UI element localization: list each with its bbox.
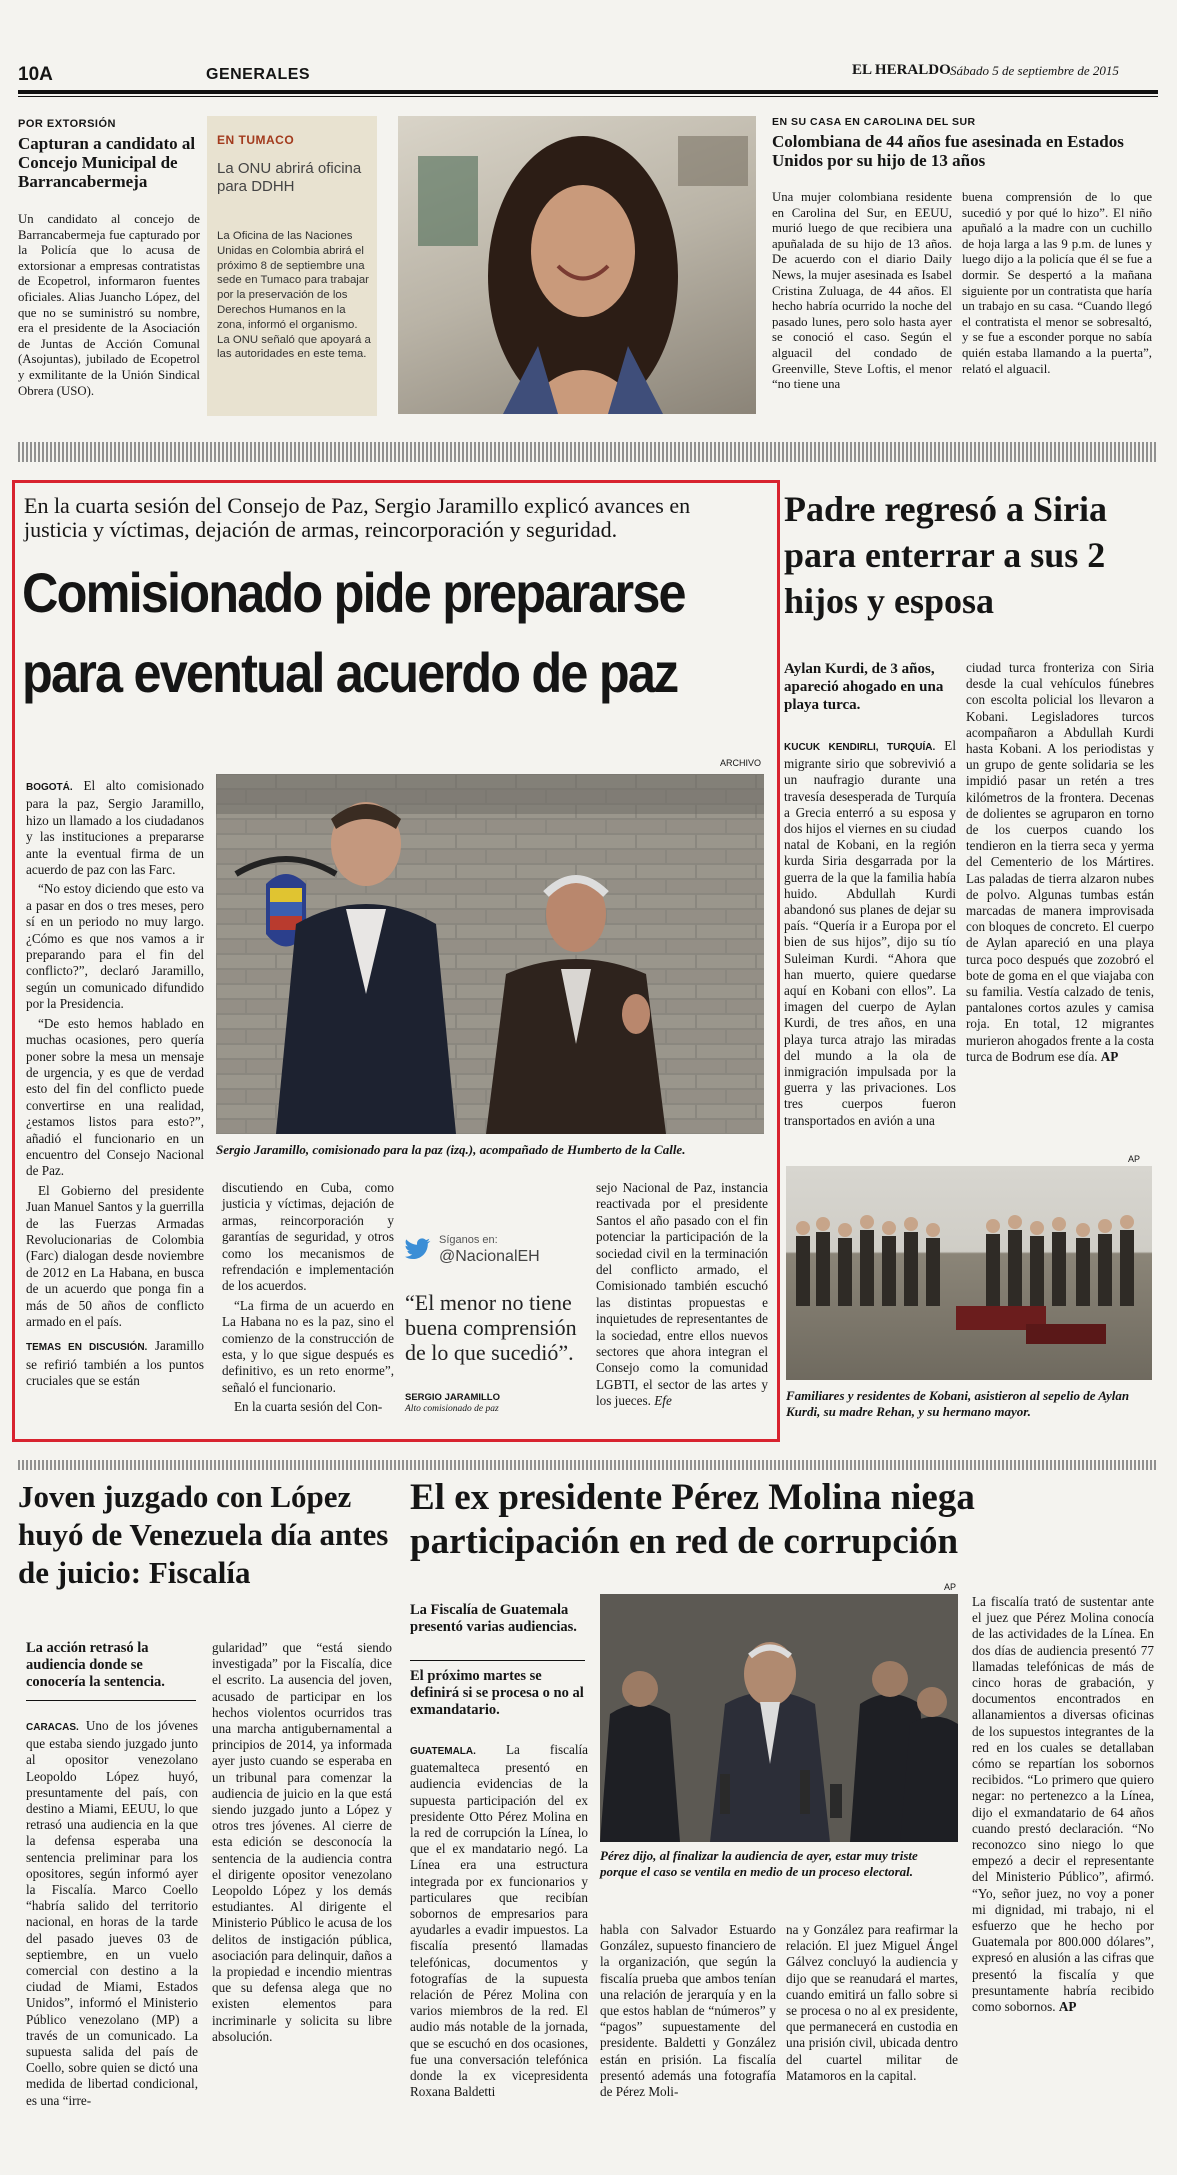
main-headline-line2: para eventual acuerdo de paz [22, 641, 678, 704]
syria-subhead: Aylan Kurdi, de 3 años, apareció ahogado en una playa turca. [784, 661, 944, 713]
main-col3-p1 [596, 1180, 768, 1410]
jaramillo-photo-illustration [216, 774, 764, 1134]
section-label: GENERALES [206, 66, 311, 83]
masthead-rule [18, 90, 1158, 94]
main-col1-p5-text: Jaramillo se refirió también a los puntos cruciales que se están [26, 1338, 204, 1389]
perez-col1-text: La fiscalía guatemalteca presentó en audiencia evidencias de la supuesta participación del ex presidente Otto Pérez Molina en la red de corrupción la Línea, lo que el ex mandatario negó. La Línea era una estructura integrada por ex funcionarios y particulares que recibían sobornos de empresarios para ayudarles a evadir impuestos. La fiscalía presentó llamadas telefónicas, documentos y fotografías de la supuesta relación de Pérez Molina con varios miembros de la red. El audio más notable de la jornada, que se escuchó en dos ocasiones, fue una conversación telefónica donde la ex vicepresidenta Roxana Baldetti [410, 1742, 588, 2100]
page-date: Sábado 5 de septiembre de 2015 [950, 63, 1119, 78]
twitter-follow[interactable] [405, 1232, 585, 1272]
main-col2 [222, 1180, 394, 1419]
lopez-col1-text: Uno de los jóvenes que estaba siendo juzgado junto al opositor venezolano Leopoldo López huyó, presuntamente del país, con destino a Miami, EEUU, lo que retrasó una audiencia en la que la defensa esperaba una sentencia preliminar para los opositores, según informó ayer la Fiscalía. Marco Coello “habría salido del territorio nacional, en horas de la tarde del pasado jueves 03 de septiembre, en un vuelo comercial con destino a la ciudad de Miami, Estados Unidos”, informó el Ministerio Público venezolano (MP) a través de un comunicado. La supuesta salida del país de Coello, sobre quien se dictó una medida de libertad condicional, es una “irre- [26, 1718, 198, 2108]
perez-headline: El ex presidente Pérez Molina niega participación en red de corrupción [410, 1477, 975, 1562]
syria-photo-credit: AP [1128, 1154, 1141, 1164]
main-col1-p5 [26, 1338, 204, 1389]
perez-photo-credit: AP [944, 1582, 957, 1592]
perez-dateline: GUATEMALA. [410, 1746, 476, 1757]
syria-col2-p [966, 660, 1154, 1065]
lopez-headline: Joven juzgado con López huyó de Venezuela día antes de juicio: Fiscalía [18, 1479, 389, 1590]
tumaco-kicker: EN TUMACO [217, 133, 295, 147]
syria-dateline: KUCUK KENDIRLI, TURQUÍA. [784, 742, 936, 753]
twitter-handle: @NacionalEH [439, 1248, 540, 1265]
syria-headline: Padre regresó a Siria para enterrar a sus 2 hijos y esposa [784, 489, 1107, 621]
jaramillo-photo [216, 774, 764, 1134]
main-col3-text: sejo Nacional de Paz, instancia reactivada por el presidente Santos el año pasado con el fin potenciar la participación de la sociedad civil en la terminación del conflicto armado, el Comisionado también escuchó las distintas propuestas e inquietudes de representantes de la sociedad, entre ellos nuevos sectores que ahora integran el Consejo como la comunidad LGBTI, el sector de las artes y los jueces. [596, 1180, 768, 1409]
lopez-subhead: La acción retrasó la audiencia donde se conocería la sentencia. [26, 1640, 165, 1690]
syria-col1-text: El migrante sirio que sobrevivió a un naufragio durante una travesía desesperada de Turquía a Grecia enterró a su esposa y dos hijos el viernes en su ciudad natal de Kobani, en la región kurda Siria desgarrada por la guerra de la que la familia había huido. Abdullah Kurdi abandonó sus planes de dejar su país. “Quería ir a Europa por el bien de sus hijos”, dijo su tío Suleiman Kurdi. “Ahora que han muerto, quiere quedarse aquí en Kobani con ellos”. La imagen del cuerpo de Aylan Kurdi, de tres años, en una playa turca atrajo las miradas del mundo a la ola de inmigración impulsada por la guerra y las privaciones. Los tres cuerpos fueron transportados en avión a una [784, 738, 956, 1128]
perez-col2-text: habla con Salvador Estuardo González, supuesto financiero de la organización, que según la fiscalía prueba que ambos tenían una relación de jerarquía y en la que estos hablan de “números” y “pagos” supuestamente del presidente. Baldetti y González están en prisión. La fiscalía presentó además una fotografía de Pérez Moli- [600, 1922, 776, 2100]
brief-body [18, 212, 200, 402]
main-deck: En la cuarta sesión del Consejo de Paz, Sergio Jaramillo explicó avances en justicia y víctimas, dejación de armas, reincorporación y seguridad. [24, 493, 691, 542]
perez-col2 [600, 1922, 776, 2103]
lopez-dateline: CARACAS. [26, 1722, 79, 1733]
perez-photo-illustration [600, 1594, 958, 1842]
twitter-bird-icon [405, 1238, 431, 1260]
main-headline-line1: Comisionado pide prepararse [22, 561, 685, 624]
brief-kicker: POR EXTORSIÓN [18, 118, 116, 130]
section-divider [18, 442, 1158, 462]
main-col1-p1-text: El alto comisionado para la paz, Sergio Jaramillo, hizo un llamado a los ciudadanos y las instituciones a prepararse ante la eventual firma de un acuerdo de paz con las Farc. [26, 778, 204, 878]
lopez-col1 [26, 1718, 198, 2112]
brief-body-text: Un candidato al concejo de Barrancabermeja fue capturado por la Policía que lo acusa de extorsionar a empresas contratistas de Ecopetrol, informaron fuentes oficiales. Alias Juancho López, del que no se suministró su nombre, era el presidente de la Asociación de Juntas de Acción Comunal (Asojuntas), jubilado de Ecopetrol y exmilitante de la Unión Sindical Obrera (USO). [18, 212, 200, 398]
page-number: 10A [18, 64, 53, 85]
lopez-subhead-rule [26, 1700, 196, 1701]
perez-photo [600, 1594, 958, 1842]
syria-col2 [966, 660, 1154, 1068]
tumaco-headline: La ONU abrirá oficina para DDHH [217, 160, 362, 195]
lopez-col2-text: gularidad” que “está siendo investigada” por la Fiscalía, dice el escrito. La ausencia del joven, acusado de participar en los hechos violentos ocurridos tras una marcha antigubernamental a principios de 2014, ya informada ayer justo cuando se esperaba en un tribunal para comenzar la audiencia de juicio en la que está siendo juzgado junto a López y otros tres jóvenes. Al cierre de esta edición se desconocía la sentencia de la audiencia contra el dirigente opositor venezolano Leopoldo López y los demás estudiantes. Al dirigente el Ministerio Público le acusa de los delitos de instigación pública, asociación para delinquir, daños a la propiedad e incendio mientras que su defensa alega que no existen elementos para incriminarle y solicita su libre absolución. [212, 1640, 392, 2044]
main-col1 [26, 778, 204, 1393]
syria-sign: AP [1100, 1048, 1119, 1064]
main-col2-p3: En la cuarta sesión del Con- [234, 1399, 383, 1415]
perez-col4 [972, 1594, 1154, 2018]
quote-author: SERGIO JARAMILLO [405, 1392, 501, 1403]
main-col2-p2: “La firma de un acuerdo en La Habana no es la paz, sino el comienzo de la construcción de esta, y lo que sigue después es definitivo, es un reto enorme”, señaló el funcionario. [222, 1297, 394, 1395]
main-photo-credit: ARCHIVO [720, 758, 762, 768]
lopez-col1-p [26, 1718, 198, 2109]
main-photo-caption: Sergio Jaramillo, comisionado para la paz (izq.), acompañado de Humberto de la Calle. [216, 1142, 686, 1157]
funeral-photo-illustration [786, 1166, 1152, 1380]
main-col3-sign: Efe [654, 1393, 672, 1409]
perez-col1 [410, 1742, 588, 2103]
perez-col3 [786, 1922, 958, 2087]
perez-subhead1: La Fiscalía de Guatemala presentó varias audiencias. [410, 1602, 577, 1635]
syria-caption: Familiares y residentes de Kobani, asistieron al sepelio de Aylan Kurdi, su madre Rehan, y su hermano mayor. [786, 1388, 1130, 1419]
colombiana-col1 [772, 190, 952, 396]
colombiana-col1-text: Una mujer colombiana residente en Carolina del Sur, en EEUU, murió luego de que recibiera una apuñalada de su hijo de 13 años. De acuerdo con el diario Daily News, la mujer asesinada es Isabel Cristina Zuluaga, de 44 años. El hecho habría ocurrido la noche del pasado lunes, pero solo hasta ayer se conoció el caso. Según el alguacil del condado de Greenville, Steve Loftis, el menor “no tiene una [772, 190, 952, 392]
section-divider-2 [18, 1460, 1158, 1470]
colombiana-col2 [962, 190, 1152, 380]
twitter-label: Síganos en: [439, 1234, 498, 1246]
main-dateline: BOGOTÁ. [26, 782, 73, 793]
victim-portrait-illustration [398, 116, 756, 414]
main-col3 [596, 1180, 768, 1413]
brief-headline: Capturan a candidato al Concejo Municipal de Barrancabermeja [18, 134, 196, 191]
masthead-rule-thin [18, 96, 1158, 97]
main-col1-lead: TEMAS EN DISCUSIÓN. [26, 1342, 148, 1354]
perez-sign: AP [1058, 1999, 1077, 2015]
syria-col2-text: ciudad turca fronteriza con Siria desde la cual vehículos fúnebres con escolta policial los llevaron a Kobani. Legisladores turcos acompañaron a Abdullah Kurdi hasta Kobani. A los periodistas y un grupo de gente solidaria se les impidió pasar un retén a tres kilómetros de la frontera. Decenas de dolientes se agruparon en torno de los cuerpos cuando los tendieron en la tierra seca y yerma del Cementerio de los Mártires. Las paladas de tierra alzaron nubes de polvo. Algunas tumbas están marcadas de manera improvisada con bloques de concreto. El cuerpo de Aylan apareció en una playa turca poco después que zozobró el bote de goma en el que viajaba con su familia. Vestía calzado de tenis, pantalones cortos azules y camisa roja. En total, 12 migrantes murieron ahogados frente a la costa turca de Bodrum ese día. [966, 660, 1154, 1064]
perez-subhead2: El próximo martes se definirá si se procesa o no al exmandatario. [410, 1668, 584, 1718]
colombiana-headline: Colombiana de 44 años fue asesinada en Estados Unidos por su hijo de 13 años [772, 132, 1124, 170]
funeral-photo [786, 1166, 1152, 1380]
main-col2-p1: discutiendo en Cuba, como justicia y víctimas, dejación de armas, reincorporación y garantías de seguridad, y otros como los mecanismos de refrendación e implementación de los acuerdos. [222, 1180, 394, 1294]
quote-role: Alto comisionado de paz [405, 1404, 499, 1414]
main-col1-p4: El Gobierno del presidente Juan Manuel Santos y la guerrilla de las Fuerzas Armadas Revolucionarias de Colombia (Farc) dialogan desde noviembre de 2012 en La Habana, en busca de un acuerdo que ponga fin a más de 50 años de conflicto armado en el país. [26, 1182, 204, 1329]
paper-name: EL HERALDO [852, 62, 951, 78]
main-col1-p3: “De esto hemos hablado en muchas ocasiones, pero quería poner sobre la mesa un mensaje de urgencia, y es que de verdad esto del fin del conflicto puede convertirse en una realidad, ¿estamos listos para esto?”, añadió el funcionario en un encuentro del Consejo Nacional de Paz. [26, 1015, 204, 1179]
perez-col1-p [410, 1742, 588, 2100]
victim-photo [398, 116, 756, 414]
lopez-col2 [212, 1640, 392, 2048]
perez-col4-p [972, 1594, 1154, 2015]
perez-col3-text: na y González para reafirmar la relación. El juez Miguel Ángel Gálvez concluyó la audiencia y dijo que se reanudará el martes, cuando emitirá un fallo sobre si se procesa o no al ex presidente, que permanecerá en custodia en una prisión civil, ubicada dentro del cuartel militar de Matamoros en la capital. [786, 1922, 958, 2083]
main-col1-p2: “No estoy diciendo que esto va a pasar en dos o tres meses, pero sí en un periodo no muy largo. ¿Cómo es que nos vamos a ir preparando para el fin del conflicto?”, declaró Jaramillo, según un comunicado difundido por la Presidencia. [26, 881, 204, 1012]
syria-col1 [784, 738, 956, 1132]
syria-col1-p [784, 738, 956, 1129]
colombiana-kicker: EN SU CASA EN CAROLINA DEL SUR [772, 116, 976, 128]
main-col1-p1 [26, 778, 204, 878]
tumaco-body: La Oficina de las Naciones Unidas en Colombia abrirá el próximo 8 de septiembre una sede en Tumaco para trabajar por la preservación de los Derechos Humanos en la zona, informó el organismo. La ONU señaló que apoyará a las autoridades en este tema. [217, 230, 371, 361]
perez-col4-text: La fiscalía trató de sustentar ante el juez que Pérez Molina conocía de las actividades de la Línea. En dos días de audiencia presentó 77 llamadas telefónicas de más de cinco horas de grabación, y documentos encontrados en allanamientos a diversas oficinas de los supuestos integrantes de la red en los cuales se detallaban cómo se repartían los sobornos recibidos. “Lo primero que quiero negar: no pertenezco a la Línea, dijo el exmandatario de 64 años cuando prestó declaración. “No reconozco sino niego lo que empezó a decir el representante del Ministerio Público”, afirmó. “Yo, señor juez, no voy a poner mi dignidad, mi trabajo, ni el esfuerzo que he hecho por Guatemala por 800.000 dólares”, expresó en alusión a las cifras que presentó la fiscalía y que presuntamente habría recibido como sobornos. [972, 1594, 1154, 2015]
pull-quote: “El menor no tiene buena comprensión de lo que sucedió”. [405, 1290, 577, 1365]
perez-caption: Pérez dijo, al finalizar la audiencia de ayer, estar muy triste porque el caso se ventila en medio de un proceso electoral. [600, 1848, 918, 1879]
colombiana-col2-text: buena comprensión de lo que sucedió y por qué lo hizo”. El niño apuñaló a la madre con un cuchillo de hoja larga a las 9 p.m. de lunes y luego dijo a la policía que él se fue a dormir. Se despertó a la mañana siguiente por un contratista que haría un trabajo en su casa. “Cuando llegó el contratista el menor se sobresaltó, y se fue a esconder porque no sabía quién estaba llamando a la puerta”, relató el alguacil. [962, 190, 1152, 376]
perez-subhead-rule [410, 1660, 585, 1661]
